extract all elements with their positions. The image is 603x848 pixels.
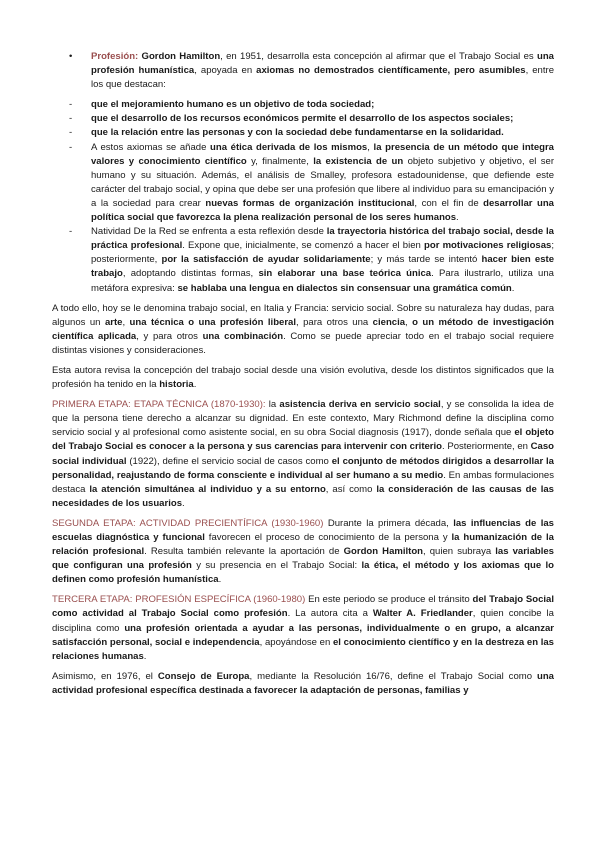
emphasis: el conjunto de métodos dirigidos a desarrollar la personalidad, reajustando de forma consciente e individual al ser humano a su medio	[52, 455, 554, 481]
emphasis: hacer bien este trabajo	[91, 254, 555, 280]
text: , en 1951, desarrolla esta concepción al afirmar que el Trabajo Social es	[220, 51, 538, 62]
emphasis: una ética derivada de los mismos	[210, 141, 368, 153]
emphasis: la trayectoria histórica del trabajo social, desde la práctica profesional	[91, 226, 554, 252]
emphasis: o un método de investigación científica aplicada	[52, 316, 554, 342]
profesion-label: Profesión:	[91, 51, 139, 62]
stage-1-heading: PRIMERA ETAPA: ETAPA TÉCNICA (1870-1930):	[52, 399, 266, 411]
emphasis: Consejo de Europa	[157, 670, 250, 682]
emphasis: por motivaciones religiosas	[424, 240, 552, 252]
text: , apoyada en	[194, 65, 257, 77]
text: ,	[405, 316, 413, 328]
text: , adoptando distintas formas,	[122, 268, 259, 280]
emphasis: Gordon Hamilton	[343, 546, 424, 558]
text: Durante la primera década,	[323, 517, 454, 529]
emphasis: historia	[159, 379, 194, 391]
text: (1922), define el servicio social de casos como	[126, 455, 332, 467]
text: ; posteriormente,	[91, 240, 554, 266]
emphasis: la presencia de un método que integra valores y conocimiento científico	[91, 141, 554, 167]
paragraph-council-of-europe	[52, 670, 554, 698]
emphasis: axiomas no demostrados científicamente, pero asumibles	[256, 65, 526, 77]
text: , así como	[325, 483, 377, 495]
text: . Resulta también relevante la aportación de	[144, 546, 344, 558]
text: . Como se puede apreciar todo en el trabajo social requiere distintas visiones y consideraciones.	[52, 330, 554, 356]
emphasis: una técnica o una profesión liberal	[129, 316, 297, 328]
emphasis: Walter A. Friedlander	[372, 608, 473, 620]
emphasis: desarrollar una política social que favorezca la plena realización personal de los seres humanos	[91, 197, 554, 224]
paragraph-stage-3	[52, 593, 554, 663]
paragraph-stage-2	[52, 517, 554, 587]
emphasis: se hablaba una lengua en dialectos sin consensuar una gramática común	[177, 282, 512, 294]
text: ,	[122, 316, 130, 328]
text: , y se consolida la idea de que la persona tiene derecho a alcanzar su dignidad. En este contexto, Mary Richmond define la disciplina como servicio social y al profesional como asistente social, en su obra Social diagnosis (1917), donde señala que	[52, 399, 554, 439]
text: Esta autora revisa la concepción del trabajo social desde una visión evolutiva, desde los distintos significados que la profesión ha tenido en la	[52, 364, 554, 391]
emphasis: la consideración de las causas de las necesidades de los usuarios	[52, 483, 554, 509]
emphasis: del Trabajo Social como actividad al Trabajo Social como profesión	[52, 594, 554, 620]
text: A estos axiomas se añade	[91, 141, 211, 153]
emphasis: que la relación entre las personas y con la sociedad debe fundamentarse en la solidaridad.	[91, 127, 504, 139]
emphasis: por la satisfacción de ayudar solidariamente	[161, 254, 371, 266]
bullet-item-profesion	[91, 50, 554, 92]
text: . Expone que, inicialmente, se comenzó a hacer el bien	[182, 240, 425, 252]
text: , mediante la Resolución 16/76, define el Trabajo Social como	[249, 670, 538, 682]
author-name: Gordon Hamilton	[141, 51, 221, 62]
emphasis: una combinación	[202, 330, 284, 342]
text: , quien concibe la disciplina como	[52, 608, 554, 634]
emphasis: el conocimiento científico y en la destreza en las relaciones humanas	[52, 636, 554, 662]
stage-3-heading: TERCERA ETAPA: PROFESIÓN ESPECÍFICA (1960-1980)	[52, 594, 306, 606]
dash-item-4	[91, 141, 554, 226]
bullet-list	[52, 50, 554, 92]
text: . La autora cita a	[287, 608, 373, 620]
text: .	[511, 282, 515, 294]
emphasis: la existencia de un	[313, 155, 404, 167]
emphasis: la atención simultánea al individuo y a su entorno	[89, 483, 326, 495]
dash-item-5	[91, 225, 554, 295]
text: favorecen el proceso de conocimiento de la persona y	[204, 532, 452, 543]
text: . Para ilustrarlo, utiliza una metáfora expresiva:	[91, 268, 554, 294]
text: .	[218, 574, 222, 586]
emphasis: sin elaborar una base teórica única	[258, 268, 432, 280]
dash-item-3	[91, 126, 554, 140]
emphasis: asistencia deriva en servicio social	[279, 399, 441, 411]
emphasis: la ética, el método y los axiomas que lo definen como profesión humanística	[52, 560, 554, 586]
text: y, finalmente,	[246, 155, 314, 167]
text: .	[143, 650, 147, 662]
text: y su presencia en el Trabajo Social:	[191, 560, 362, 572]
text: , con el fin de	[414, 197, 484, 209]
emphasis: una profesión humanística	[91, 51, 554, 77]
emphasis: ciencia	[372, 316, 406, 328]
emphasis: Caso social individual	[52, 441, 554, 467]
text: . Posteriormente, en	[442, 441, 531, 453]
emphasis: arte	[104, 316, 123, 328]
emphasis: una actividad profesional específica destinada a favorecer la adaptación de personas, familias y	[52, 670, 554, 696]
text: la	[265, 399, 280, 411]
text: , quien subraya	[423, 546, 496, 558]
emphasis: que el mejoramiento humano es un objetivo de toda sociedad;	[91, 99, 375, 111]
text: .	[193, 379, 197, 391]
emphasis: las influencias de las escuelas diagnóstica y funcional	[52, 517, 554, 543]
dash-item-1	[91, 98, 554, 112]
emphasis: una profesión orientada a ayudar a las personas, individualmente o en grupo, a alcanzar satisfacción personal, social e independencia	[52, 622, 555, 648]
emphasis: las variables que configuran una profesión	[52, 546, 554, 572]
dash-list	[52, 98, 554, 295]
text: Asimismo, en 1976, el	[52, 670, 158, 682]
text: , apoyándose en	[259, 636, 333, 648]
stage-2-heading: SEGUNDA ETAPA: ACTIVIDAD PRECIENTÍFICA (1930-1960)	[52, 517, 324, 529]
paragraph-evolution	[52, 364, 554, 392]
text: , entre los que destacan:	[91, 65, 555, 91]
dash-item-2	[91, 112, 554, 126]
text: . En ambas formulaciones destaca	[52, 469, 555, 495]
emphasis: que el desarrollo de los recursos económicos permite el desarrollo de los aspectos sociales;	[91, 113, 514, 125]
text: , para otros una	[296, 316, 373, 328]
text: , y para otros	[136, 330, 203, 342]
text: En este periodo se produce el tránsito	[305, 594, 473, 606]
text: .	[182, 497, 185, 509]
paragraph-nature	[52, 302, 554, 358]
emphasis: nuevas formas de organización institucional	[205, 197, 415, 209]
text: objeto subjetivo y objetivo, el ser humano y su situación. Además, el análisis de Smalley, profesora estadounidense, que defiende este carácter del trabajo social, y opina que debe ser una profesión que libere al individuo para su emancipación y a la sociedad para crear	[91, 155, 555, 209]
text: ,	[367, 141, 374, 153]
paragraph-stage-1	[52, 398, 554, 511]
emphasis: la humanización de la relación profesional	[52, 532, 554, 558]
emphasis: el objeto del Trabajo Social es conocer a la persona y sus carencias para intervenir con criterio	[52, 427, 554, 453]
text: A todo ello, hoy se le denomina trabajo social, en Italia y Francia: servicio social. Sobre su naturaleza hay dudas, para algunos un	[52, 302, 554, 328]
text: Natividad De la Red se enfrenta a esta reflexión desde	[91, 226, 327, 238]
text: .	[456, 212, 459, 224]
text: ; y más tarde se intentó	[370, 254, 482, 266]
